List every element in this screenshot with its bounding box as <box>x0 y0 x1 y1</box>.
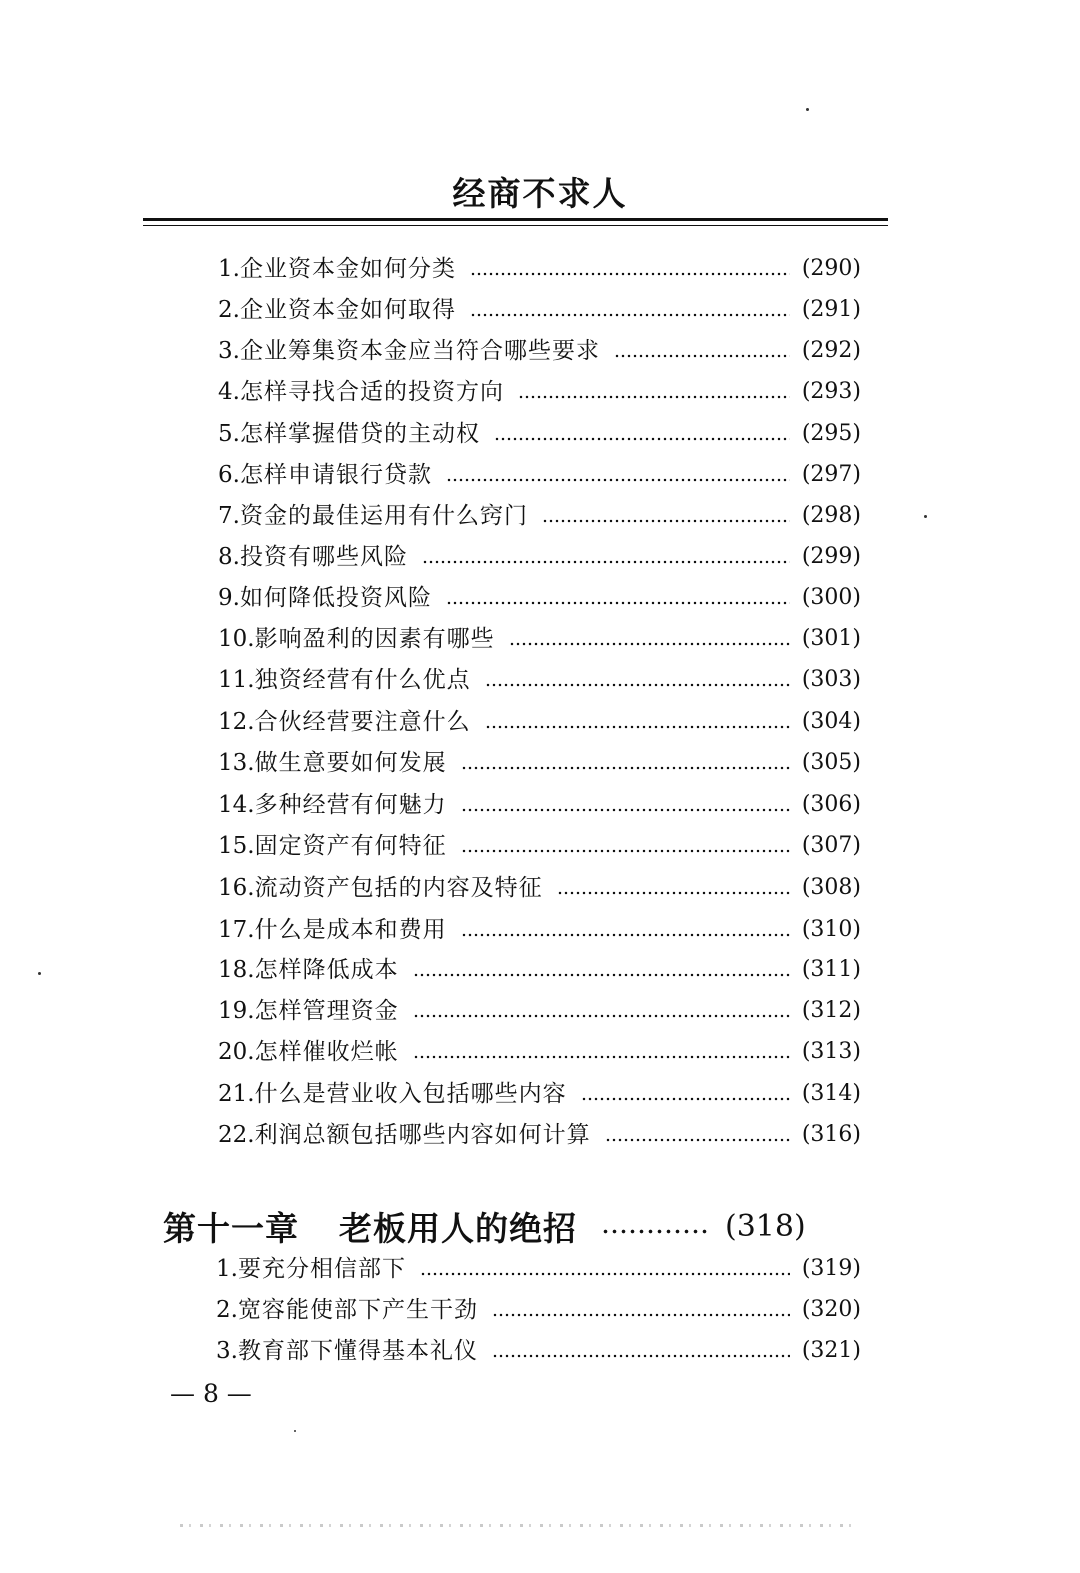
entry-number: 6. <box>218 462 240 488</box>
entry-page: (314) <box>801 1081 861 1106</box>
dot-leader <box>461 933 790 937</box>
toc-entry <box>218 662 861 698</box>
entry-title: 多种经营有何魅力 <box>254 792 447 818</box>
entry-number: 20. <box>218 1039 255 1065</box>
entry-title: 企业资本金如何取得 <box>239 297 456 323</box>
toc-entry <box>218 539 861 575</box>
entry-title: 什么是成本和费用 <box>254 917 447 943</box>
dot-leader <box>581 1097 790 1101</box>
entry-page: (313) <box>801 1039 861 1064</box>
dot-leader <box>413 973 790 977</box>
dot-leader <box>470 313 790 317</box>
entry-title: 合伙经营要注意什么 <box>254 709 471 735</box>
dot-leader <box>542 519 790 523</box>
entry-number: 8. <box>218 544 240 570</box>
header-rule <box>143 218 888 226</box>
dot-leader <box>518 395 790 399</box>
entry-page: (307) <box>801 833 861 858</box>
dot-leader <box>605 1138 790 1142</box>
chapter-title: 老板用人的绝招 <box>339 1208 577 1248</box>
entry-number: 5. <box>218 421 240 447</box>
dot-leader <box>461 808 790 812</box>
scan-speck <box>806 108 809 111</box>
entry-title: 如何降低投资风险 <box>239 585 432 611</box>
toc-entry <box>218 745 861 781</box>
running-title: 经商不求人 <box>452 174 628 213</box>
toc-entry <box>218 621 861 657</box>
dot-leader <box>614 354 790 358</box>
dot-leader <box>485 683 790 687</box>
entry-number: 10. <box>218 626 255 652</box>
dot-leader <box>485 725 790 729</box>
toc-entry <box>218 993 861 1029</box>
entry-number: 22. <box>218 1122 255 1148</box>
toc-entry <box>218 828 861 864</box>
entry-page: (310) <box>801 917 861 942</box>
toc-entry <box>216 1333 861 1369</box>
dot-leader <box>461 849 790 853</box>
page-number: — 8 — <box>170 1379 252 1408</box>
entry-title: 教育部下懂得基本礼仪 <box>237 1338 478 1364</box>
scan-edge-noise <box>180 1524 860 1527</box>
entry-number: 21. <box>218 1081 255 1107</box>
toc-entry <box>218 1117 861 1153</box>
entry-title: 流动资产包括的内容及特征 <box>254 875 543 901</box>
entry-number: 13. <box>218 750 255 776</box>
entry-page: (321) <box>801 1338 861 1363</box>
entry-title: 固定资产有何特征 <box>254 833 447 859</box>
entry-page: (300) <box>801 585 861 610</box>
toc-entry <box>218 1034 861 1070</box>
entry-number: 17. <box>218 917 255 943</box>
entry-number: 2. <box>216 1297 238 1323</box>
entry-title: 影响盈利的因素有哪些 <box>254 626 495 652</box>
entry-page: (306) <box>801 792 861 817</box>
dot-leader <box>470 272 790 276</box>
chapter-label: 第十一章 <box>163 1208 299 1248</box>
entry-number: 11. <box>218 667 255 693</box>
toc-entry <box>218 870 861 906</box>
entry-title: 企业资本金如何分类 <box>239 256 456 282</box>
entry-title: 要充分相信部下 <box>237 1256 406 1282</box>
entry-title: 独资经营有什么优点 <box>254 667 471 693</box>
toc-entry <box>218 912 861 948</box>
scan-speck <box>294 1430 296 1432</box>
entry-title: 企业筹集资本金应当符合哪些要求 <box>239 338 600 364</box>
dot-leader <box>422 560 790 564</box>
dot-leader <box>557 891 790 895</box>
dot-leader <box>420 1272 790 1276</box>
dot-leader <box>461 766 790 770</box>
dot-leader <box>413 1014 790 1018</box>
toc-entry <box>218 292 861 328</box>
entry-title: 怎样申请银行贷款 <box>239 462 432 488</box>
entry-page: (297) <box>801 462 861 487</box>
entry-page: (292) <box>801 338 861 363</box>
dot-leader <box>446 478 790 482</box>
chapter-heading <box>163 1203 861 1249</box>
entry-number: 9. <box>218 585 240 611</box>
toc-entry <box>218 580 861 616</box>
entry-number: 16. <box>218 875 255 901</box>
entry-page: (290) <box>801 256 861 281</box>
toc-entry <box>218 251 861 287</box>
entry-page: (305) <box>801 750 861 775</box>
dot-leader <box>492 1354 790 1358</box>
entry-number: 3. <box>218 338 240 364</box>
entry-page: (316) <box>801 1122 861 1147</box>
entry-page: (303) <box>801 667 861 692</box>
toc-entry <box>218 787 861 823</box>
entry-title: 什么是营业收入包括哪些内容 <box>254 1081 567 1107</box>
dot-leader <box>494 437 790 441</box>
dot-leader <box>413 1055 790 1059</box>
entry-page: (311) <box>801 957 861 982</box>
toc-entry <box>218 704 861 740</box>
entry-number: 12. <box>218 709 255 735</box>
entry-page: (312) <box>801 998 861 1023</box>
toc-entry <box>218 1076 861 1112</box>
toc-entry <box>218 952 861 988</box>
entry-page: (308) <box>801 875 861 900</box>
entry-page: (291) <box>801 297 861 322</box>
entry-page: (298) <box>801 503 861 528</box>
chapter-page: (318) <box>725 1208 806 1244</box>
dot-leader <box>492 1313 790 1317</box>
entry-number: 15. <box>218 833 255 859</box>
toc-entry <box>218 498 861 534</box>
entry-page: (293) <box>801 379 861 404</box>
entry-title: 怎样掌握借贷的主动权 <box>239 421 480 447</box>
entry-number: 3. <box>216 1338 238 1364</box>
entry-number: 1. <box>216 1256 238 1282</box>
entry-number: 1. <box>218 256 240 282</box>
entry-page: (301) <box>801 626 861 651</box>
entry-title: 投资有哪些风险 <box>239 544 408 570</box>
toc-entry <box>216 1292 861 1328</box>
entry-number: 4. <box>218 379 240 405</box>
dot-leader <box>446 601 790 605</box>
scan-speck <box>924 515 927 518</box>
toc-entry <box>218 374 861 410</box>
entry-page: (299) <box>801 544 861 569</box>
entry-page: (319) <box>801 1256 861 1281</box>
toc-entry <box>218 416 861 452</box>
toc-entry <box>218 457 861 493</box>
dot-leader <box>601 1229 707 1234</box>
entry-title: 利润总额包括哪些内容如何计算 <box>254 1122 591 1148</box>
entry-title: 怎样管理资金 <box>254 998 399 1024</box>
entry-title: 怎样降低成本 <box>254 957 399 983</box>
scan-speck <box>38 972 41 975</box>
entry-number: 7. <box>218 503 240 529</box>
entry-number: 2. <box>218 297 240 323</box>
entry-title: 怎样寻找合适的投资方向 <box>239 379 504 405</box>
entry-number: 19. <box>218 998 255 1024</box>
toc-entry <box>218 333 861 369</box>
entry-title: 资金的最佳运用有什么窍门 <box>239 503 528 529</box>
entry-page: (295) <box>801 421 861 446</box>
entry-title: 做生意要如何发展 <box>254 750 447 776</box>
dot-leader <box>509 642 790 646</box>
entry-page: (320) <box>801 1297 861 1322</box>
entry-number: 18. <box>218 957 255 983</box>
entry-title: 怎样催收烂帐 <box>254 1039 399 1065</box>
entry-page: (304) <box>801 709 861 734</box>
entry-number: 14. <box>218 792 255 818</box>
entry-title: 宽容能使部下产生干劲 <box>237 1297 478 1323</box>
toc-entry <box>216 1251 861 1287</box>
